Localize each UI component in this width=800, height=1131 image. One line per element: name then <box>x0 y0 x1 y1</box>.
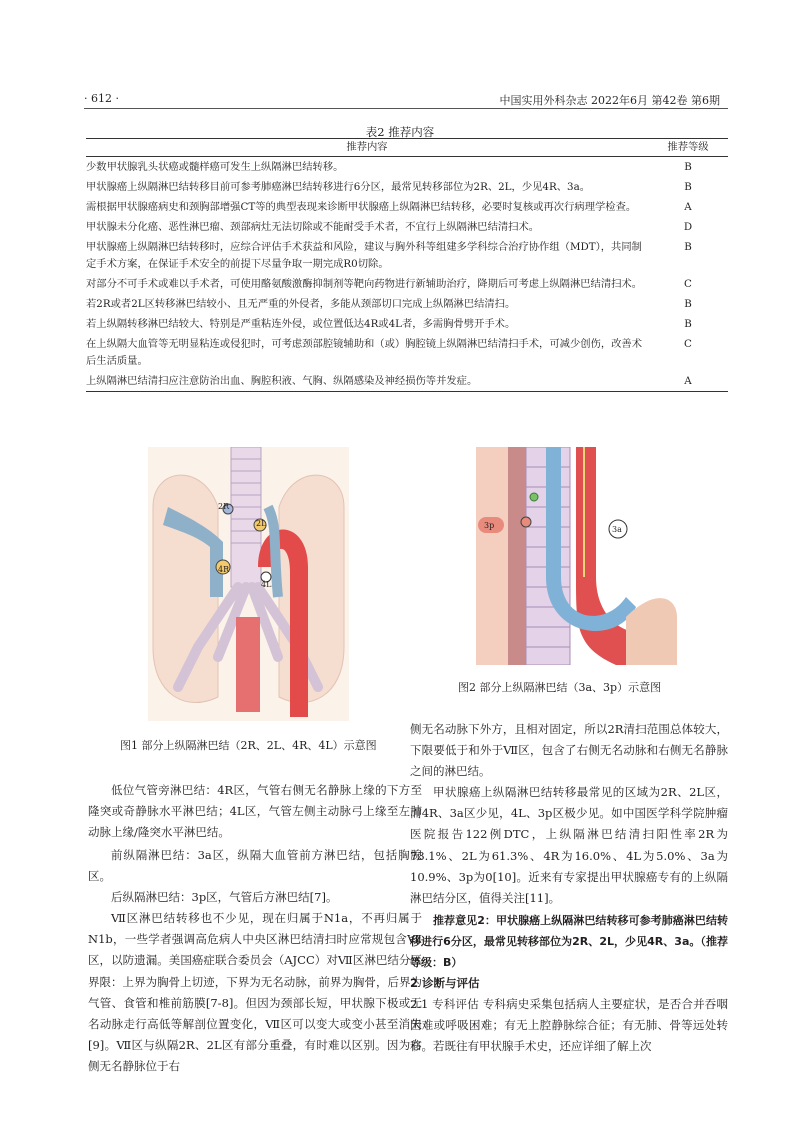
left-para-3: 后纵隔淋巴结：3p区，气管后方淋巴结[7]。 <box>111 890 338 904</box>
left-para-1: 低位气管旁淋巴结：4R区，气管右侧无名静脉上缘的下方至隆突或奇静脉水平淋巴结；4L区，气管左侧主动脉弓上缘至左肺动脉上缘/隆突水平淋巴结。 <box>88 783 422 840</box>
header-rule <box>84 108 728 109</box>
recommendation-text: 甲状腺未分化癌、恶性淋巴瘤、颈部病灶无法切除或不能耐受手术者，不宜行上纵隔淋巴结清扫术。 <box>86 221 540 233</box>
table-row <box>86 314 728 334</box>
table-row <box>86 157 728 178</box>
recommendation-level: C <box>684 278 692 290</box>
figure-2-illustration <box>476 447 677 665</box>
fig1-label-4r: 4R <box>218 565 230 574</box>
recommendation-text: 需根据甲状腺癌病史和颈胸部增强CT等的典型表现来诊断甲状腺癌上纵隔淋巴结转移，必要时复核或再次行病理学检查。 <box>86 201 637 213</box>
recommendation-2: 推荐意见2：甲状腺癌上纵隔淋巴结转移可参考肺癌淋巴结转移进行6分区，最常见转移部位为2R、2L，少见4R、3a。（推荐等级：B） <box>410 914 728 970</box>
section-2-heading: 2 诊断与评估 <box>410 976 480 990</box>
recommendation-text: 少数甲状腺乳头状癌或髓样癌可发生上纵隔淋巴结转移。 <box>86 161 344 173</box>
recommendation-level: B <box>684 241 692 253</box>
recommendation-text: 甲状腺癌上纵隔淋巴结转移目前可参考肺癌淋巴结转移进行6分区，最常见转移部位为2R、2L，少见4R、3a。 <box>86 181 591 193</box>
right-para-1: 侧无名动脉下外方，且相对固定，所以2R清扫范围总体较大，下限要低于和外于Ⅶ区，包含了右侧无名动脉和右侧无名静脉之间的淋巴结。 <box>410 722 728 779</box>
recommendation-text: 在上纵隔大血管等无明显粘连或侵犯时，可考虑颈部腔镜辅助和（或）胸腔镜上纵隔淋巴结清扫手术，可减少创伤，改善术后生活质量。 <box>86 338 643 367</box>
recommendation-level: B <box>684 181 692 193</box>
fig1-label-2r: 2R <box>218 502 230 511</box>
recommendation-text: 甲状腺癌上纵隔淋巴结转移时，应综合评估手术获益和风险，建议与胸外科等组建多学科综合治疗协作组（MDT），共同制定手术方案，在保证手术安全的前提下尽量争取一期完成R0切除。 <box>86 241 642 270</box>
recommendation-text: 若2R或者2L区转移淋巴结较小、且无严重的外侵者，多能从颈部切口完成上纵隔淋巴结清扫。 <box>86 298 516 310</box>
table-row <box>86 217 728 237</box>
recommendation-table <box>86 138 728 392</box>
fig2-label-3p: 3p <box>484 521 495 530</box>
section-2-1-paragraph: 2.1 专科评估 专科病史采集包括病人主要症状，是否合并吞咽困难或呼吸困难；有无上腔静脉综合征；有无肺、骨等远处转移。若既往有甲状腺手术史，还应详细了解上次 <box>410 997 728 1054</box>
figure-1-illustration <box>148 447 349 721</box>
table-header-content: 推荐内容 <box>86 139 648 157</box>
figure-1-caption: 图1 部分上纵隔淋巴结（2R、2L、4R、4L）示意图 <box>120 739 377 752</box>
right-para-2: 甲状腺癌上纵隔淋巴结转移最常见的区域为2R、2L区，而4R、3a区少见，4L、3p区极少见。如中国医学科学院肿瘤医院报告122例DTC，上纵隔淋巴结清扫阳性率2R为73.1%、2L为61.3%、4R为16.0%、4L为5.0%、3a为10.9%、3p为0[10]。近来有专家提出甲状腺癌专有的上纵隔淋巴结分区，值得关注[11]。 <box>410 785 728 906</box>
left-para-2: 前纵隔淋巴结：3a区，纵隔大血管前方淋巴结，包括胸腺区。 <box>88 848 422 884</box>
recommendation-level: C <box>684 338 692 350</box>
table-title: 表2 推荐内容 <box>365 125 435 139</box>
recommendation-level: D <box>683 221 693 233</box>
recommendation-level: B <box>684 298 692 310</box>
recommendation-level: B <box>684 318 692 330</box>
table-row <box>86 371 728 392</box>
fig2-label-3a: 3a <box>612 525 622 534</box>
table-header-level: 推荐等级 <box>648 139 728 157</box>
table-row <box>86 237 728 274</box>
journal-header: 中国实用外科杂志 2022年6月 第42卷 第6期 <box>499 94 720 107</box>
recommendation-text: 若上纵隔转移淋巴结较大、特别是严重粘连外侵，或位置低达4R或4L者，多需胸骨劈开手术。 <box>86 318 516 330</box>
recommendation-level: A <box>684 201 692 213</box>
figure-2-caption: 图2 部分上纵隔淋巴结（3a、3p）示意图 <box>458 681 662 694</box>
recommendation-level: B <box>684 161 692 173</box>
table-row <box>86 197 728 217</box>
page-number: · 612 · <box>84 92 119 105</box>
left-para-4: Ⅶ区淋巴结转移也不少见，现在归属于N1a，不再归属于N1b，一些学者强调高危病人中央区淋巴结清扫时应常规包含Ⅶ区，以防遗漏。美国癌症联合委员会（AJCC）对Ⅶ区淋巴结分区界限：上界为胸骨上切迹，下界为无名动脉，前界为胸骨，后界为气管、食管和椎前筋膜[7-8]。但因为颈部长短，甲状腺下极或无名动脉走行高低等解剖位置变化，Ⅶ区可以变大或变小甚至消失[9]。Ⅶ区与纵隔2R、2L区有部分重叠，有时难以区别。因为右侧无名静脉位于右 <box>88 911 422 1074</box>
table-row <box>86 177 728 197</box>
table-row <box>86 334 728 371</box>
fig1-label-4l: 4L <box>261 580 272 589</box>
table-row <box>86 274 728 294</box>
recommendation-text: 上纵隔淋巴结清扫应注意防治出血、胸腔积液、气胸、纵隔感染及神经损伤等并发症。 <box>86 371 648 392</box>
recommendation-text: 对部分不可手术或难以手术者，可使用酪氨酸激酶抑制剂等靶向药物进行新辅助治疗，降期后可考虑上纵隔淋巴结清扫术。 <box>86 278 643 290</box>
table-row <box>86 294 728 314</box>
recommendation-level: A <box>648 371 728 392</box>
fig1-label-2l: 2L <box>256 519 267 528</box>
